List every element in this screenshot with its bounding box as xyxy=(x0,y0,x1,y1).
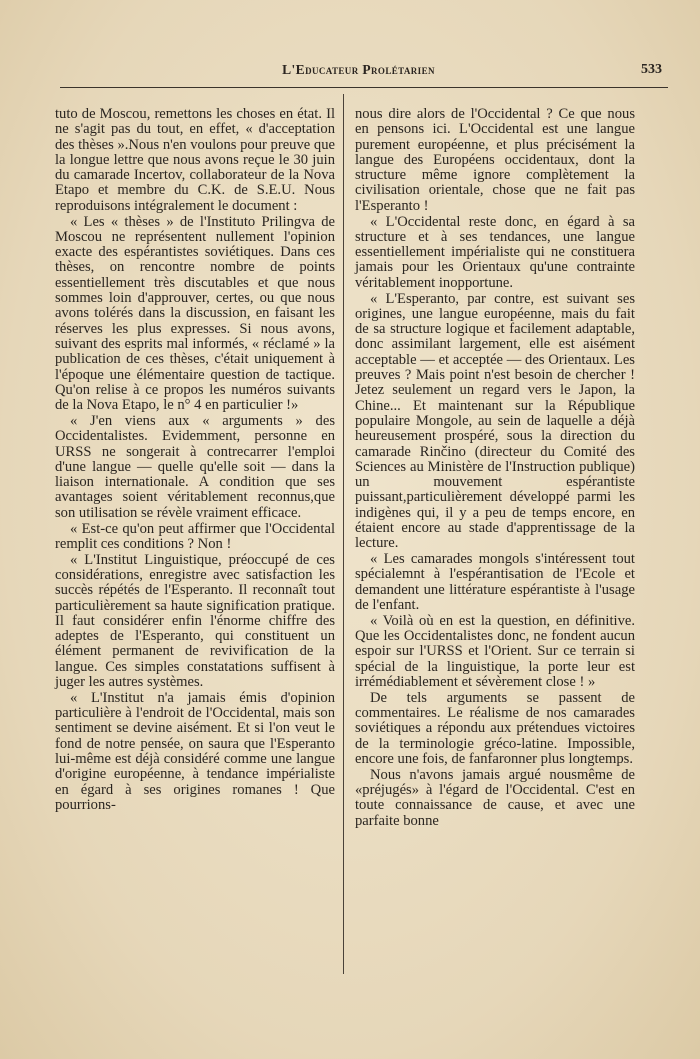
paragraph: De tels arguments se passent de commentaires. Le réalisme de nos camarades soviétiques a répondu aux prétendues victoires de la terminologie gréco-latine. Impossible, encore une fois, de fanfaronner plus longtemps. xyxy=(355,689,635,767)
paragraph: « Voilà où en est la question, en définitive. Que les Occidentalistes donc, ne fondent aucun espoir sur l'URSS et l'Orient. Sur ce terrain si spécial de la linguistique, la porte leur est irrémédiablement et sévèrement close ! » xyxy=(355,612,635,690)
header-rule xyxy=(60,87,668,88)
paragraph: « L'Institut n'a jamais émis d'opinion particulière à l'endroit de l'Occidental, mais son sentiment se devine aisément. Et si l'on veut le fond de notre pensée, on saura que l'Esperanto lui-même est déjà considéré comme une langue d'origine européenne, à tendance impérialiste en égard à ses origines romanes ! Que pourrions- xyxy=(55,689,335,813)
page-header xyxy=(55,62,662,84)
paragraph: « L'Institut Linguistique, préoccupé de ces considérations, enregistre avec satisfaction les succès répétés de l'Esperanto. Il reconnaît tout particulièrement sa haute signification pratique. Il faut considérer enfin l'énorme chiffre des adeptes de l'Esperanto, qui constituent un élément permanent de revivification de la langue. Ces simples constatations suffisent à juger les autres systèmes. xyxy=(55,551,335,690)
paragraph: « Les camarades mongols s'intéressent tout spécialemnt à l'espérantisation de l'Ecole et demandent une littérature espérantiste à l'usage de l'enfant. xyxy=(355,551,635,613)
running-title: L'Educateur Prolétarien xyxy=(282,62,435,77)
paragraph: « J'en viens aux « arguments » des Occidentalistes. Evidemment, personne en URSS ne songerait à contrecarrer l'emploi d'une langue — quelle qu'elle soit — dans la liaison internationale. A condition que ses avantages soient véritablement reconnus,que son utilisation se révèle vraiment efficace. xyxy=(55,412,335,521)
page-number: 533 xyxy=(641,62,662,77)
column-divider xyxy=(343,94,344,974)
paragraph: « Les « thèses » de l'Instituto Prilingva de Moscou ne représentent nullement l'opinion exacte des espérantistes soviétiques. Dans ces thèses, on rencontre nombre de points essentiellement très discutables et que nous sommes loin d'approuver, certes, ou que nous avons tolérés dans la discussion, en faisant les réserves les plus expresses. Si nous avons, suivant des esprits mal informés, « réclamé » la publication de ces thèses, c'était uniquement à l'époque une élémentaire question de tactique. Qu'on relise à ce propos les numéros suivants de la Nova Etapo, le n° 4 en particulier !» xyxy=(55,213,335,414)
paragraph: Nous n'avons jamais argué nousmême de «préjugés» à l'égard de l'Occidental. C'est en toute connaissance de cause, et avec une parfaite bonne xyxy=(355,766,635,829)
paragraph: « L'Esperanto, par contre, est suivant ses origines, une langue européenne, mais du fait de sa structure logique et facilement adaptable, donc assimilant largement, elle est aisément acceptable — et acceptée — des Orientaux. Les preuves ? Mais point n'est besoin de chercher ! Jetez seulement un regard vers le Japon, la Chine... Et maintenant sur la République populaire Mongole, au sein de laquelle a déjà heureusement prospéré, sous la direction du camarade Rinčino (directeur du Comité des Sciences au Ministère de l'Instruction publique) un mouvement espérantiste puissant,particulièrement développé parmi les indigènes qui, il y a peu de temps encore, en étaient encore au stade d'apprentissage de la lecture. xyxy=(355,290,635,552)
paragraph: nous dire alors de l'Occidental ? Ce que nous en pensons ici. L'Occidental est une langue purement européenne, et plus précisément la langue des Européens occidentaux, dont la structure même ignore complètement la civilisation orientale, chose que ne fait pas l'Esperanto ! xyxy=(355,106,635,214)
paragraph: tuto de Moscou, remettons les choses en état. Il ne s'agit pas du tout, en effet, « d'acceptation des thèses ».Nous n'en voulons pour preuve que la longue lettre que nous avons reçue le 30 juin du camarade Incertov, collaborateur de la Nova Etapo et membre du C.K. de S.E.U. Nous reproduisons intégralement le document : xyxy=(55,106,335,214)
paragraph: « L'Occidental reste donc, en égard à sa structure et à ses tendances, une langue essentiellement impérialiste qui ne constituera jamais pour les Orientaux qu'une contrainte véritablement inopportune. xyxy=(355,213,635,291)
right-column xyxy=(355,107,635,829)
paragraph: « Est-ce qu'on peut affirmer que l'Occidental remplit ces conditions ? Non ! xyxy=(55,520,335,552)
left-column xyxy=(55,107,335,814)
